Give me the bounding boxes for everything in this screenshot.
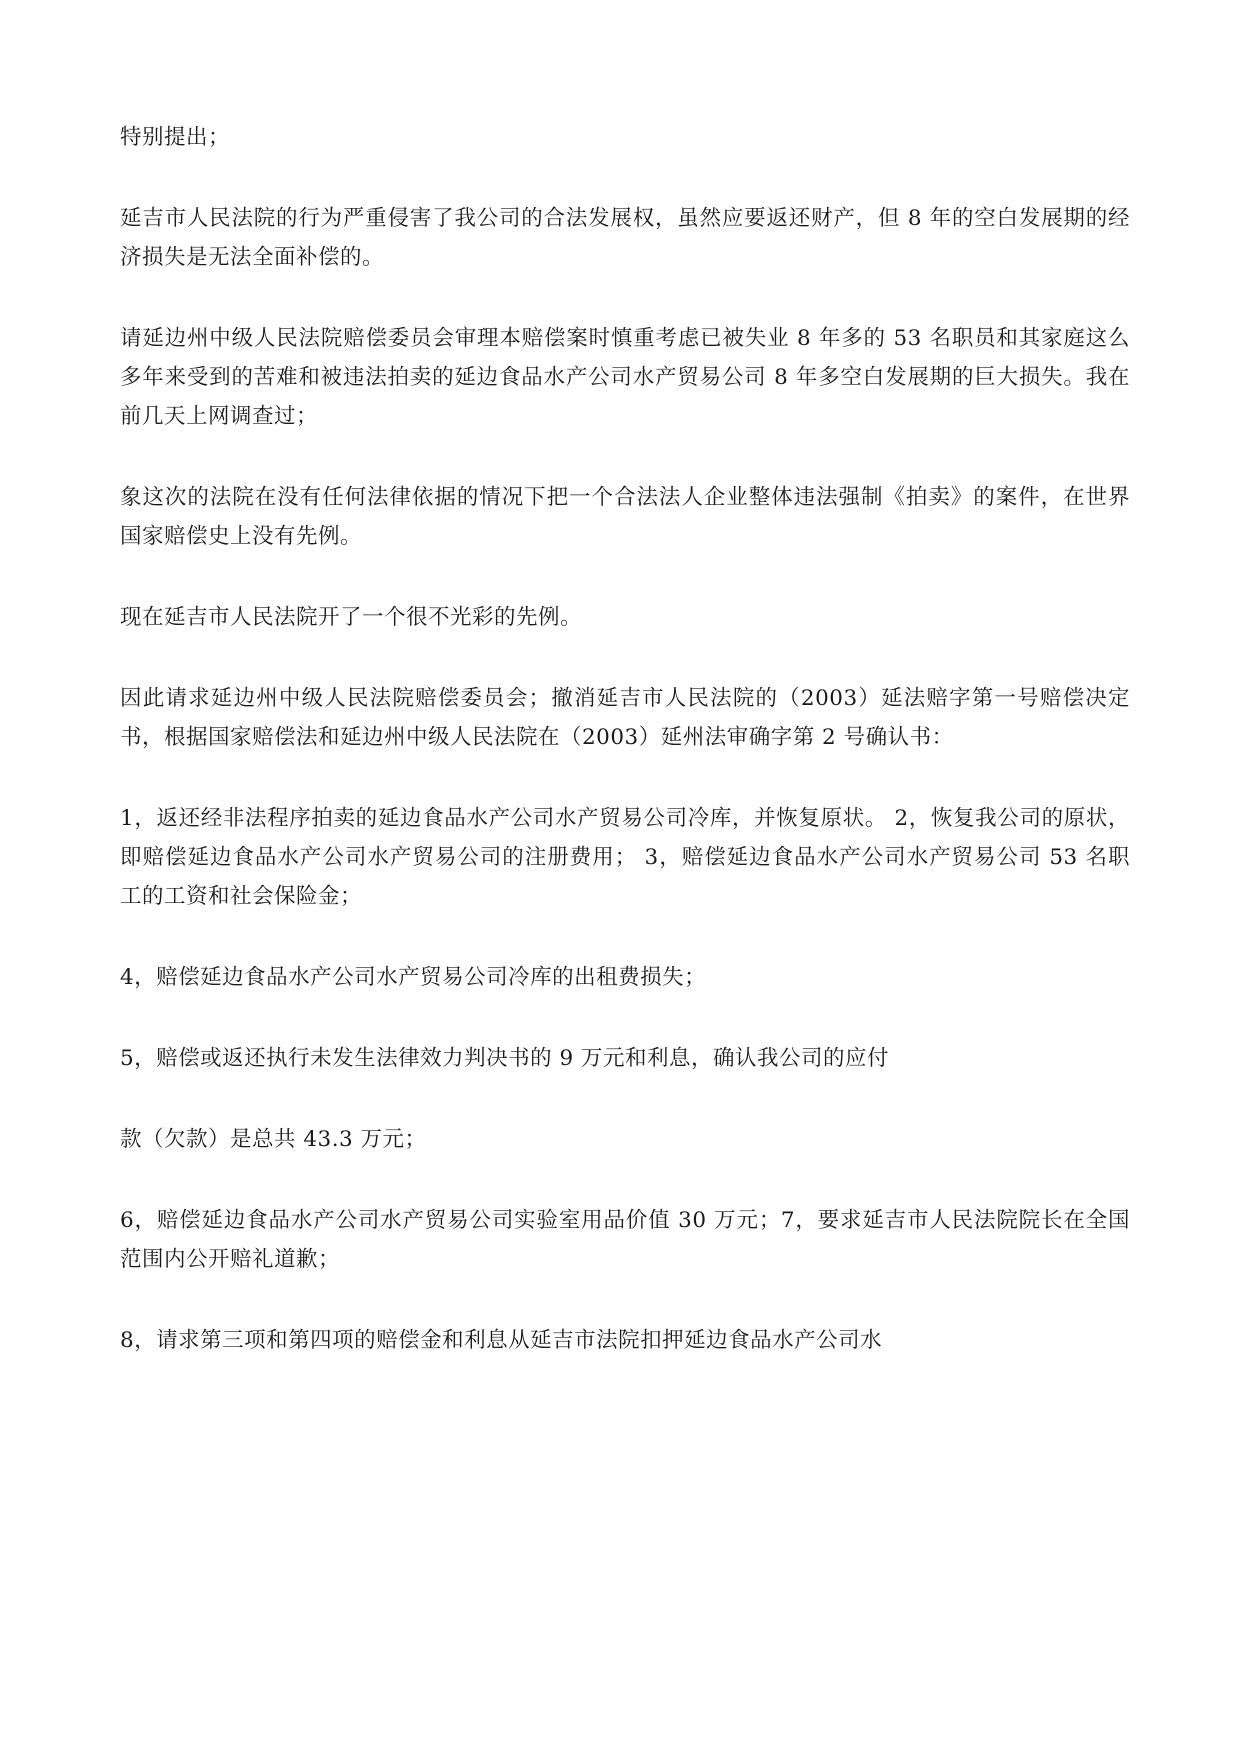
paragraph-bad-precedent: 现在延吉市人民法院开了一个很不光彩的先例。 — [120, 605, 583, 630]
paragraph-items-6-7: 6，赔偿延边食品水产公司水产贸易公司实验室用品价值 30 万元；7，要求延吉市人民法院院长在全国范围内公开赔礼道歉； — [120, 1208, 1130, 1272]
paragraph-item-5: 5，赔偿或返还执行未发生法律效力判决书的 9 万元和利息，确认我公司的应付 — [120, 1046, 890, 1071]
paragraph-special-note: 特别提出； — [120, 125, 231, 150]
paragraph-no-precedent: 象这次的法院在没有任何法律依据的情况下把一个合法法人企业整体违法强制《拍卖》的案件，在世界国家赔偿史上没有先例。 — [120, 485, 1130, 549]
paragraph-request-consideration: 请延边州中级人民法院赔偿委员会审理本赔偿案时慎重考虑已被失业 8 年多的 53 名职员和其家庭这么多年来受到的苦难和被违法拍卖的延边食品水产公司水产贸易公司 8 年多空白发展期的巨大损失。我在前几天上网调查过； — [120, 326, 1130, 429]
paragraph-development-rights: 延吉市人民法院的行为严重侵害了我公司的合法发展权，虽然应要返还财产，但 8 年的空白发展期的经济损失是无法全面补偿的。 — [120, 206, 1130, 270]
paragraph-request-revoke: 因此请求延边州中级人民法院赔偿委员会；撤消延吉市人民法院的（2003）延法赔字第一号赔偿决定书，根据国家赔偿法和延边州中级人民法院在（2003）延州法审确字第 2 号确认书： — [120, 686, 1130, 750]
document-body — [120, 118, 1130, 1402]
paragraph-item-8: 8，请求第三项和第四项的赔偿金和利息从延吉市法院扣押延边食品水产公司水 — [120, 1328, 883, 1353]
paragraph-item-5-continued: 款（欠款）是总共 43.3 万元； — [120, 1127, 427, 1152]
paragraph-items-1-3: 1，返还经非法程序拍卖的延边食品水产公司水产贸易公司冷库，并恢复原状。 2，恢复我公司的原状，即赔偿延边食品水产公司水产贸易公司的注册费用； 3，赔偿延边食品水产公司水产贸易公司 53 名职工的工资和社会保险金； — [120, 806, 1130, 909]
paragraph-item-4: 4，赔偿延边食品水产公司水产贸易公司冷库的出租费损失； — [120, 965, 707, 990]
